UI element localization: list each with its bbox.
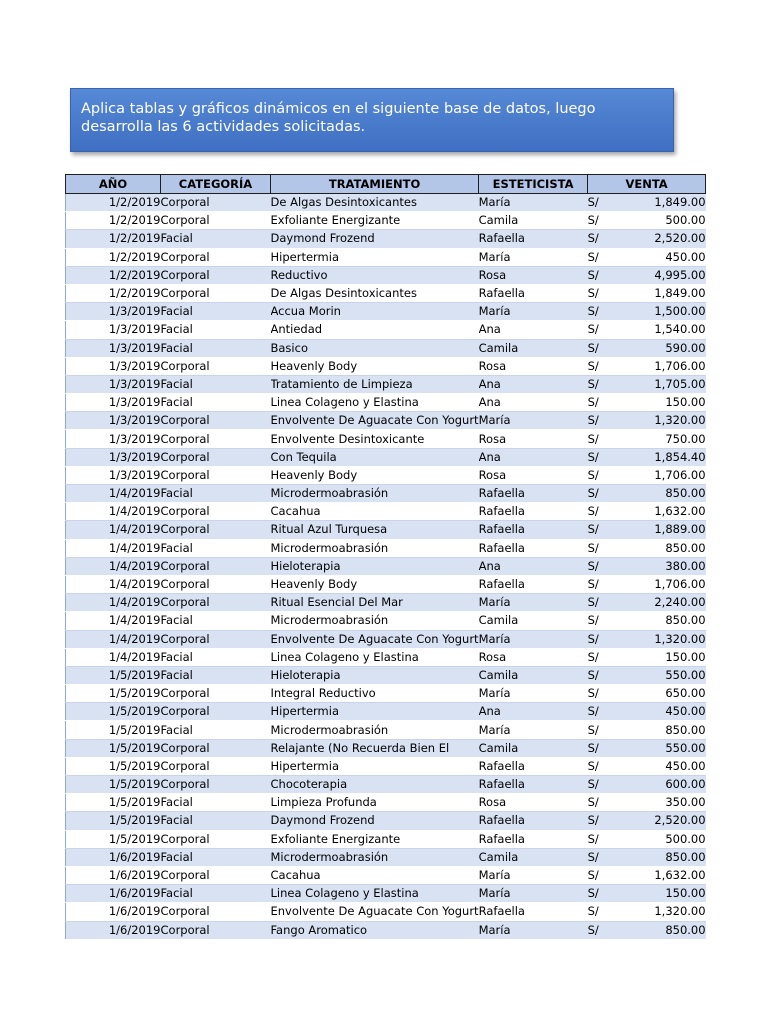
category-cell[interactable]: Facial [161, 230, 271, 248]
sale-amount-cell[interactable]: 1,854.40 [618, 448, 706, 466]
category-cell[interactable]: Corporal [161, 212, 271, 230]
esthetician-cell[interactable]: Rosa [479, 794, 588, 812]
esthetician-cell[interactable]: Rafaella [479, 230, 588, 248]
treatment-cell[interactable]: Exfoliante Energizante [271, 212, 479, 230]
treatment-cell[interactable]: Daymond Frozend [271, 230, 479, 248]
table-row [66, 885, 706, 903]
date-cell[interactable]: 1/4/2019 [66, 594, 161, 612]
table-row [66, 430, 706, 448]
currency-cell[interactable]: S/ [588, 503, 618, 521]
table-row [66, 848, 706, 866]
currency-cell[interactable]: S/ [588, 194, 618, 212]
table-header-row [66, 175, 706, 194]
date-cell[interactable]: 1/6/2019 [66, 885, 161, 903]
date-cell[interactable]: 1/5/2019 [66, 776, 161, 794]
esthetician-cell[interactable]: María [479, 303, 588, 321]
category-cell[interactable]: Facial [161, 721, 271, 739]
sale-amount-cell[interactable]: 150.00 [618, 648, 706, 666]
table-row [66, 685, 706, 703]
sale-amount-cell[interactable]: 350.00 [618, 794, 706, 812]
currency-cell[interactable]: S/ [588, 885, 618, 903]
instructions-line-1: Aplica tablas y gráficos dinámicos en el siguiente base de datos, luego [81, 101, 596, 117]
date-cell[interactable]: 1/2/2019 [66, 212, 161, 230]
currency-cell[interactable]: S/ [588, 575, 618, 593]
esthetician-cell[interactable]: Rafaella [479, 284, 588, 302]
esthetician-cell[interactable]: Ana [479, 448, 588, 466]
esthetician-cell[interactable]: María [479, 412, 588, 430]
sale-amount-cell[interactable]: 550.00 [618, 739, 706, 757]
date-cell[interactable]: 1/5/2019 [66, 794, 161, 812]
sale-amount-cell[interactable]: 2,520.00 [618, 812, 706, 830]
table-body [66, 194, 706, 940]
category-cell[interactable]: Corporal [161, 430, 271, 448]
currency-cell[interactable]: S/ [588, 812, 618, 830]
currency-cell[interactable]: S/ [588, 375, 618, 393]
sale-amount-cell[interactable]: 1,706.00 [618, 357, 706, 375]
treatment-cell[interactable]: Microdermoabrasión [271, 539, 479, 557]
treatment-cell[interactable]: Heavenly Body [271, 575, 479, 593]
table-row [66, 266, 706, 284]
currency-cell[interactable]: S/ [588, 485, 618, 503]
category-cell[interactable]: Corporal [161, 757, 271, 775]
date-cell[interactable]: 1/2/2019 [66, 284, 161, 302]
date-cell[interactable]: 1/4/2019 [66, 521, 161, 539]
category-cell[interactable]: Corporal [161, 557, 271, 575]
date-cell[interactable]: 1/4/2019 [66, 503, 161, 521]
esthetician-cell[interactable]: Ana [479, 557, 588, 575]
currency-cell[interactable]: S/ [588, 303, 618, 321]
date-cell[interactable]: 1/4/2019 [66, 612, 161, 630]
category-cell[interactable]: Corporal [161, 357, 271, 375]
sale-amount-cell[interactable]: 850.00 [618, 921, 706, 939]
currency-cell[interactable]: S/ [588, 612, 618, 630]
category-cell[interactable]: Facial [161, 648, 271, 666]
instructions-line-2: desarrolla las 6 actividades solicitadas. [81, 119, 366, 135]
esthetician-cell[interactable]: María [479, 866, 588, 884]
treatment-cell[interactable]: Exfoliante Energizante [271, 830, 479, 848]
category-cell[interactable]: Facial [161, 539, 271, 557]
currency-cell[interactable]: S/ [588, 648, 618, 666]
date-cell[interactable]: 1/5/2019 [66, 739, 161, 757]
currency-cell[interactable]: S/ [588, 539, 618, 557]
table-row [66, 594, 706, 612]
category-cell[interactable]: Facial [161, 375, 271, 393]
treatment-cell[interactable]: Envolvente De Aguacate Con Yogurt [271, 903, 479, 921]
treatment-cell[interactable]: Heavenly Body [271, 357, 479, 375]
category-cell[interactable]: Corporal [161, 630, 271, 648]
currency-cell[interactable]: S/ [588, 448, 618, 466]
category-cell[interactable]: Corporal [161, 903, 271, 921]
esthetician-cell[interactable]: María [479, 248, 588, 266]
date-cell[interactable]: 1/3/2019 [66, 394, 161, 412]
date-cell[interactable]: 1/3/2019 [66, 466, 161, 484]
treatment-cell[interactable]: Microdermoabrasión [271, 485, 479, 503]
category-cell[interactable]: Facial [161, 321, 271, 339]
esthetician-cell[interactable]: Ana [479, 394, 588, 412]
sale-amount-cell[interactable]: 500.00 [618, 212, 706, 230]
table-row [66, 812, 706, 830]
esthetician-cell[interactable]: María [479, 594, 588, 612]
esthetician-cell[interactable]: María [479, 885, 588, 903]
treatment-cell[interactable]: Linea Colageno y Elastina [271, 648, 479, 666]
treatment-cell[interactable]: Daymond Frozend [271, 812, 479, 830]
esthetician-cell[interactable]: Camila [479, 848, 588, 866]
currency-cell[interactable]: S/ [588, 830, 618, 848]
date-cell[interactable]: 1/3/2019 [66, 357, 161, 375]
esthetician-cell[interactable]: María [479, 721, 588, 739]
currency-cell[interactable]: S/ [588, 357, 618, 375]
date-cell[interactable]: 1/2/2019 [66, 230, 161, 248]
treatment-cell[interactable]: Linea Colageno y Elastina [271, 885, 479, 903]
table-row [66, 230, 706, 248]
sale-amount-cell[interactable]: 450.00 [618, 703, 706, 721]
treatment-cell[interactable]: Fango Aromatico [271, 921, 479, 939]
sale-amount-cell[interactable]: 1,705.00 [618, 375, 706, 393]
category-cell[interactable]: Corporal [161, 466, 271, 484]
table-row [66, 448, 706, 466]
sale-amount-cell[interactable]: 1,889.00 [618, 521, 706, 539]
currency-cell[interactable]: S/ [588, 848, 618, 866]
currency-cell[interactable]: S/ [588, 757, 618, 775]
treatment-cell[interactable]: Antiedad [271, 321, 479, 339]
treatment-cell[interactable]: Envolvente De Aguacate Con Yogurt [271, 630, 479, 648]
category-cell[interactable]: Corporal [161, 703, 271, 721]
date-cell[interactable]: 1/4/2019 [66, 539, 161, 557]
treatment-cell[interactable]: Hipertermia [271, 703, 479, 721]
table-row [66, 703, 706, 721]
category-cell[interactable]: Corporal [161, 739, 271, 757]
date-cell[interactable]: 1/5/2019 [66, 830, 161, 848]
category-cell[interactable]: Facial [161, 339, 271, 357]
esthetician-cell[interactable]: Rafaella [479, 776, 588, 794]
currency-cell[interactable]: S/ [588, 866, 618, 884]
esthetician-cell[interactable]: Rafaella [479, 503, 588, 521]
sale-amount-cell[interactable]: 850.00 [618, 848, 706, 866]
table-row [66, 339, 706, 357]
esthetician-cell[interactable]: María [479, 194, 588, 212]
category-cell[interactable]: Corporal [161, 248, 271, 266]
sale-amount-cell[interactable]: 2,240.00 [618, 594, 706, 612]
date-cell[interactable]: 1/5/2019 [66, 721, 161, 739]
table-row [66, 648, 706, 666]
currency-cell[interactable]: S/ [588, 739, 618, 757]
esthetician-cell[interactable]: Camila [479, 339, 588, 357]
category-cell[interactable]: Facial [161, 885, 271, 903]
sale-amount-cell[interactable]: 1,500.00 [618, 303, 706, 321]
treatment-cell[interactable]: Hieloterapia [271, 666, 479, 684]
esthetician-cell[interactable]: María [479, 630, 588, 648]
table-row [66, 503, 706, 521]
category-cell[interactable]: Facial [161, 394, 271, 412]
header-sale[interactable]: VENTA [588, 175, 706, 194]
sales-table [65, 174, 706, 940]
date-cell[interactable]: 1/2/2019 [66, 266, 161, 284]
table-row [66, 303, 706, 321]
header-esthetician[interactable]: ESTETICISTA [479, 175, 588, 194]
table-row [66, 794, 706, 812]
currency-cell[interactable]: S/ [588, 521, 618, 539]
esthetician-cell[interactable]: Ana [479, 703, 588, 721]
sale-amount-cell[interactable]: 1,320.00 [618, 630, 706, 648]
currency-cell[interactable]: S/ [588, 666, 618, 684]
treatment-cell[interactable]: Microdermoabrasión [271, 721, 479, 739]
treatment-cell[interactable]: Microdermoabrasión [271, 612, 479, 630]
table-row [66, 757, 706, 775]
currency-cell[interactable]: S/ [588, 794, 618, 812]
date-cell[interactable]: 1/5/2019 [66, 757, 161, 775]
currency-cell[interactable]: S/ [588, 412, 618, 430]
esthetician-cell[interactable]: Rafaella [479, 830, 588, 848]
category-cell[interactable]: Corporal [161, 521, 271, 539]
category-cell[interactable]: Corporal [161, 685, 271, 703]
category-cell[interactable]: Corporal [161, 284, 271, 302]
esthetician-cell[interactable]: Rafaella [479, 539, 588, 557]
currency-cell[interactable]: S/ [588, 394, 618, 412]
date-cell[interactable]: 1/3/2019 [66, 430, 161, 448]
esthetician-cell[interactable]: Rosa [479, 266, 588, 284]
category-cell[interactable]: Corporal [161, 412, 271, 430]
date-cell[interactable]: 1/6/2019 [66, 848, 161, 866]
esthetician-cell[interactable]: Rafaella [479, 575, 588, 593]
sale-amount-cell[interactable]: 2,520.00 [618, 230, 706, 248]
category-cell[interactable]: Corporal [161, 194, 271, 212]
currency-cell[interactable]: S/ [588, 284, 618, 302]
esthetician-cell[interactable]: Rafaella [479, 485, 588, 503]
table-row [66, 739, 706, 757]
treatment-cell[interactable]: Limpieza Profunda [271, 794, 479, 812]
table-row [66, 903, 706, 921]
esthetician-cell[interactable]: María [479, 921, 588, 939]
currency-cell[interactable]: S/ [588, 557, 618, 575]
currency-cell[interactable]: S/ [588, 703, 618, 721]
treatment-cell[interactable]: Ritual Esencial Del Mar [271, 594, 479, 612]
treatment-cell[interactable]: Tratamiento de Limpieza [271, 375, 479, 393]
sale-amount-cell[interactable]: 1,320.00 [618, 412, 706, 430]
category-cell[interactable]: Corporal [161, 921, 271, 939]
date-cell[interactable]: 1/3/2019 [66, 339, 161, 357]
currency-cell[interactable]: S/ [588, 630, 618, 648]
table-row [66, 630, 706, 648]
esthetician-cell[interactable]: Rafaella [479, 812, 588, 830]
sale-amount-cell[interactable]: 650.00 [618, 685, 706, 703]
category-cell[interactable]: Corporal [161, 575, 271, 593]
category-cell[interactable]: Facial [161, 485, 271, 503]
treatment-cell[interactable]: Chocoterapia [271, 776, 479, 794]
date-cell[interactable]: 1/5/2019 [66, 666, 161, 684]
sale-amount-cell[interactable]: 1,849.00 [618, 194, 706, 212]
treatment-cell[interactable]: Relajante (No Recuerda Bien El [271, 739, 479, 757]
table-row [66, 357, 706, 375]
sale-amount-cell[interactable]: 850.00 [618, 485, 706, 503]
esthetician-cell[interactable]: Ana [479, 375, 588, 393]
table-row [66, 212, 706, 230]
esthetician-cell[interactable]: Camila [479, 739, 588, 757]
table-row [66, 557, 706, 575]
date-cell[interactable]: 1/4/2019 [66, 557, 161, 575]
sale-amount-cell[interactable]: 1,632.00 [618, 503, 706, 521]
sale-amount-cell[interactable]: 450.00 [618, 248, 706, 266]
table-row [66, 375, 706, 393]
sale-amount-cell[interactable]: 1,849.00 [618, 284, 706, 302]
category-cell[interactable]: Corporal [161, 503, 271, 521]
esthetician-cell[interactable]: Rosa [479, 648, 588, 666]
table-row [66, 466, 706, 484]
treatment-cell[interactable]: Integral Reductivo [271, 685, 479, 703]
sale-amount-cell[interactable]: 500.00 [618, 830, 706, 848]
table-row [66, 394, 706, 412]
treatment-cell[interactable]: De Algas Desintoxicantes [271, 194, 479, 212]
currency-cell[interactable]: S/ [588, 921, 618, 939]
currency-cell[interactable]: S/ [588, 430, 618, 448]
date-cell[interactable]: 1/3/2019 [66, 375, 161, 393]
sale-amount-cell[interactable]: 750.00 [618, 430, 706, 448]
table-row [66, 666, 706, 684]
header-category[interactable]: CATEGORÍA [161, 175, 271, 194]
treatment-cell[interactable]: Microdermoabrasión [271, 848, 479, 866]
treatment-cell[interactable]: Heavenly Body [271, 466, 479, 484]
date-cell[interactable]: 1/6/2019 [66, 866, 161, 884]
table-row [66, 612, 706, 630]
date-cell[interactable]: 1/5/2019 [66, 703, 161, 721]
currency-cell[interactable]: S/ [588, 230, 618, 248]
category-cell[interactable]: Corporal [161, 830, 271, 848]
date-cell[interactable]: 1/5/2019 [66, 812, 161, 830]
table-row [66, 412, 706, 430]
treatment-cell[interactable]: Envolvente Desintoxicante [271, 430, 479, 448]
esthetician-cell[interactable]: Ana [479, 321, 588, 339]
sale-amount-cell[interactable]: 1,320.00 [618, 903, 706, 921]
sale-amount-cell[interactable]: 850.00 [618, 721, 706, 739]
treatment-cell[interactable]: Hieloterapia [271, 557, 479, 575]
date-cell[interactable]: 1/4/2019 [66, 485, 161, 503]
sale-amount-cell[interactable]: 380.00 [618, 557, 706, 575]
date-cell[interactable]: 1/2/2019 [66, 194, 161, 212]
sale-amount-cell[interactable]: 4,995.00 [618, 266, 706, 284]
table-row [66, 284, 706, 302]
category-cell[interactable]: Corporal [161, 266, 271, 284]
category-cell[interactable]: Corporal [161, 448, 271, 466]
treatment-cell[interactable]: Cacahua [271, 866, 479, 884]
date-cell[interactable]: 1/3/2019 [66, 412, 161, 430]
sale-amount-cell[interactable]: 550.00 [618, 666, 706, 684]
category-cell[interactable]: Facial [161, 666, 271, 684]
sale-amount-cell[interactable]: 1,632.00 [618, 866, 706, 884]
esthetician-cell[interactable]: Rosa [479, 466, 588, 484]
esthetician-cell[interactable]: Camila [479, 612, 588, 630]
esthetician-cell[interactable]: Rosa [479, 430, 588, 448]
treatment-cell[interactable]: Con Tequila [271, 448, 479, 466]
treatment-cell[interactable]: De Algas Desintoxicantes [271, 284, 479, 302]
currency-cell[interactable]: S/ [588, 685, 618, 703]
category-cell[interactable]: Facial [161, 612, 271, 630]
esthetician-cell[interactable]: María [479, 685, 588, 703]
sale-amount-cell[interactable]: 600.00 [618, 776, 706, 794]
currency-cell[interactable]: S/ [588, 339, 618, 357]
esthetician-cell[interactable]: Camila [479, 212, 588, 230]
table-row [66, 776, 706, 794]
table-row [66, 194, 706, 212]
treatment-cell[interactable]: Hipertermia [271, 757, 479, 775]
sale-amount-cell[interactable]: 450.00 [618, 757, 706, 775]
currency-cell[interactable]: S/ [588, 466, 618, 484]
sale-amount-cell[interactable]: 1,706.00 [618, 575, 706, 593]
sale-amount-cell[interactable]: 150.00 [618, 394, 706, 412]
header-year[interactable]: AÑO [66, 175, 161, 194]
treatment-cell[interactable]: Basico [271, 339, 479, 357]
date-cell[interactable]: 1/4/2019 [66, 575, 161, 593]
date-cell[interactable]: 1/3/2019 [66, 448, 161, 466]
date-cell[interactable]: 1/6/2019 [66, 921, 161, 939]
category-cell[interactable]: Corporal [161, 866, 271, 884]
table-row [66, 248, 706, 266]
sale-amount-cell[interactable]: 1,706.00 [618, 466, 706, 484]
currency-cell[interactable]: S/ [588, 776, 618, 794]
treatment-cell[interactable]: Ritual Azul Turquesa [271, 521, 479, 539]
date-cell[interactable]: 1/3/2019 [66, 303, 161, 321]
date-cell[interactable]: 1/4/2019 [66, 630, 161, 648]
date-cell[interactable]: 1/5/2019 [66, 685, 161, 703]
currency-cell[interactable]: S/ [588, 721, 618, 739]
esthetician-cell[interactable]: Camila [479, 666, 588, 684]
esthetician-cell[interactable]: Rafaella [479, 521, 588, 539]
category-cell[interactable]: Facial [161, 812, 271, 830]
currency-cell[interactable]: S/ [588, 248, 618, 266]
category-cell[interactable]: Facial [161, 794, 271, 812]
table-row [66, 921, 706, 939]
table-row [66, 575, 706, 593]
esthetician-cell[interactable]: Rosa [479, 357, 588, 375]
header-treatment[interactable]: TRATAMIENTO [271, 175, 479, 194]
table-row [66, 321, 706, 339]
table-row [66, 830, 706, 848]
date-cell[interactable]: 1/6/2019 [66, 903, 161, 921]
category-cell[interactable]: Corporal [161, 594, 271, 612]
category-cell[interactable]: Facial [161, 303, 271, 321]
table-row [66, 539, 706, 557]
table-row [66, 721, 706, 739]
currency-cell[interactable]: S/ [588, 266, 618, 284]
date-cell[interactable]: 1/3/2019 [66, 321, 161, 339]
currency-cell[interactable]: S/ [588, 212, 618, 230]
sale-amount-cell[interactable]: 1,540.00 [618, 321, 706, 339]
instructions-banner [70, 88, 674, 152]
category-cell[interactable]: Corporal [161, 776, 271, 794]
date-cell[interactable]: 1/2/2019 [66, 248, 161, 266]
treatment-cell[interactable]: Hipertermia [271, 248, 479, 266]
sale-amount-cell[interactable]: 590.00 [618, 339, 706, 357]
currency-cell[interactable]: S/ [588, 321, 618, 339]
currency-cell[interactable]: S/ [588, 903, 618, 921]
treatment-cell[interactable]: Envolvente De Aguacate Con Yogurt [271, 412, 479, 430]
treatment-cell[interactable]: Linea Colageno y Elastina [271, 394, 479, 412]
date-cell[interactable]: 1/4/2019 [66, 648, 161, 666]
table-row [66, 866, 706, 884]
sale-amount-cell[interactable]: 850.00 [618, 539, 706, 557]
table-row [66, 485, 706, 503]
sale-amount-cell[interactable]: 150.00 [618, 885, 706, 903]
esthetician-cell[interactable]: Rafaella [479, 757, 588, 775]
currency-cell[interactable]: S/ [588, 594, 618, 612]
treatment-cell[interactable]: Reductivo [271, 266, 479, 284]
treatment-cell[interactable]: Cacahua [271, 503, 479, 521]
category-cell[interactable]: Facial [161, 848, 271, 866]
esthetician-cell[interactable]: Rafaella [479, 903, 588, 921]
treatment-cell[interactable]: Accua Morin [271, 303, 479, 321]
table-row [66, 521, 706, 539]
sale-amount-cell[interactable]: 850.00 [618, 612, 706, 630]
